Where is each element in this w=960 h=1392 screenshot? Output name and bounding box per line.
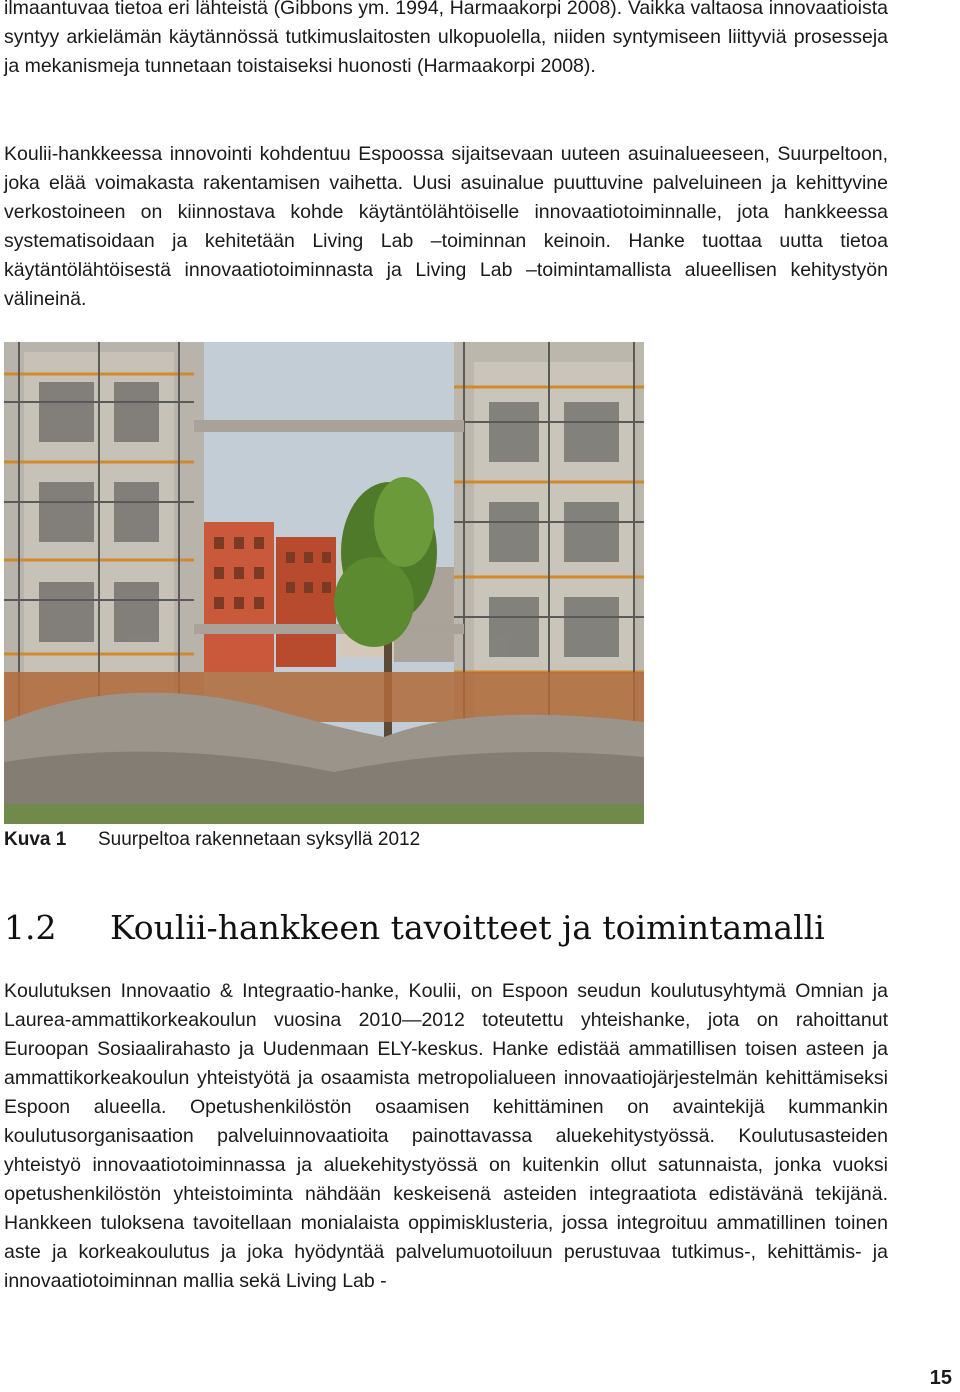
page-number: 15 xyxy=(929,1367,952,1389)
section-number: 1.2 xyxy=(4,908,57,947)
paragraph-intro-continuation: ilmaantuvaa tietoa eri lähteistä (Gibbons ym. 1994, Harmaakorpi 2008). Vaikka valtaosa innovaatioista syntyy arkielämän käytännössä tutkimuslaitosten ulkopuolella, niiden syntymiseen liittyviä prosesseja ja mekanismeja tunnetaan toistaiseksi huonosti (Harmaakorpi 2008). xyxy=(4,0,888,77)
paragraph-koulii-suurpelto: Koulii-hankkeessa innovointi kohdentuu Espoossa sijaitsevaan uuteen asuinalueeseen, Suurpeltoon, joka elää voimakasta rakentamisen vaihetta. Uusi asuinalue puuttuvine palveluineen ja kehittyvine verkostoineen on kiinnostava kohde käytäntölähtöiselle innovaatiotoiminnalle, jota hankkeessa systematisoidaan ja kehitetään Living Lab –toiminnan keinoin. Hanke tuottaa uutta tietoa käytäntölähtöisestä innovaatiotoiminnasta ja Living Lab –toimintamallista alueellisen kehitystyön välineinä. xyxy=(4,143,888,310)
figure-caption-label: Kuva 1 xyxy=(4,829,67,850)
figure-caption-text: Suurpeltoa rakennetaan syksyllä 2012 xyxy=(98,829,421,850)
figure-caption xyxy=(4,826,420,854)
section-title: Koulii-hankkeen tavoitteet ja toimintamalli xyxy=(110,908,825,947)
section-heading xyxy=(4,904,825,952)
paragraph-section-body: Koulutuksen Innovaatio & Integraatio-hanke, Koulii, on Espoon seudun koulutusyhtymä Omnian ja Laurea-ammattikorkeakoulun vuosina 2010—2012 toteutettu yhteishanke, jota on rahoittanut Euroopan Sosiaalirahasto ja Uudenmaan ELY-keskus. Hanke edistää ammatillisen toisen asteen ja ammattikorkeakoulun yhteistyötä ja osaamista metropolialueen innovaatiojärjestelmän kehittämiseksi Espoon alueella. Opetushenkilöstön osaamisen kehittäminen on avaintekijä kummankin koulutusorganisaation palveluinnovaatioita painottavassa aluekehitystyössä. Koulutusasteiden yhteistyö innovaatiotoiminnassa ja aluekehitystyössä on kuitenkin ollut satunnaista, jonka vuoksi opetushenkilöstön yhteistoiminta nähdään keskeisenä asteiden integraatiota edistävänä tekijänä. Hankkeen tuloksena tavoitellaan monialaista oppimisklusteria, jossa integroituu ammatillinen toinen aste ja korkeakoulutus ja joka hyödyntää palvelumuotoiluun perustuvaa tutkimus-, kehittämis- ja innovaatiotoiminnan mallia sekä Living Lab - xyxy=(4,980,888,1292)
construction-photo xyxy=(4,342,644,824)
